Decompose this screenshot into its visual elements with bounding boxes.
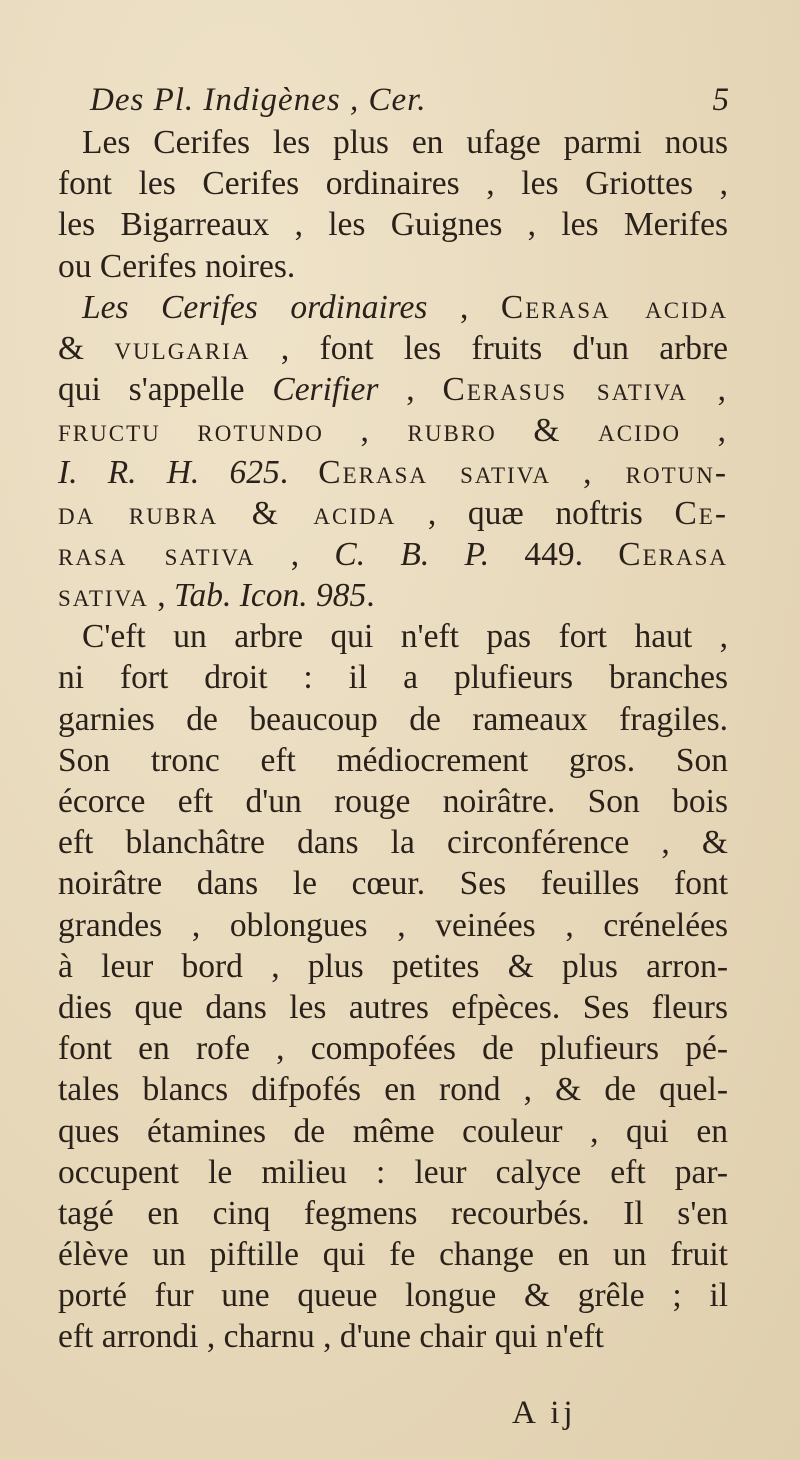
text-segment: tales blancs difpofés en rond , & de quel- — [58, 1071, 728, 1109]
text-line — [58, 369, 728, 410]
text-line — [58, 1152, 728, 1193]
text-segment: à leur bord , plus petites & plus arron- — [58, 947, 728, 985]
text-line — [58, 1111, 728, 1152]
text-segment: écorce eft d'un rouge noirâtre. Son bois — [58, 783, 728, 820]
text-segment: , — [378, 371, 443, 409]
text-segment: font les Cerifes ordinaires , les Griottes , — [58, 165, 728, 203]
text-segment: les Bigarreaux , les Guignes , les Merifes — [58, 206, 728, 244]
text-line — [58, 410, 728, 451]
text-line — [58, 781, 728, 822]
text-segment: sativa — [58, 577, 149, 615]
text-line — [58, 699, 728, 740]
text-line — [58, 740, 728, 781]
text-line — [58, 122, 728, 163]
text-line — [58, 946, 728, 987]
text-segment: occupent le milieu : leur calyce eft par- — [58, 1153, 728, 1191]
text-line — [58, 1316, 728, 1357]
text-segment: I. R. H. — [58, 453, 200, 491]
text-segment: , quæ noftris — [396, 494, 675, 532]
text-line — [58, 905, 728, 946]
text-segment: noirâtre dans le cœur. Ses feuilles font — [58, 865, 728, 903]
text-line — [58, 534, 728, 575]
text-segment: 449. — [489, 535, 619, 573]
text-segment — [199, 454, 229, 491]
text-line — [58, 1234, 728, 1275]
text-segment: Son tronc eft médiocrement gros. Son — [58, 741, 728, 779]
text-segment: ni fort droit : il a plufieurs branches — [58, 659, 728, 697]
text-segment: font en rofe , compofées de plufieurs pé- — [58, 1030, 728, 1068]
text-segment: dies que dans les autres efpèces. Ses fleurs — [58, 988, 728, 1026]
text-segment: . — [279, 453, 319, 491]
text-segment: vulgaria — [114, 329, 251, 367]
text-line — [58, 163, 728, 204]
running-title: Des Pl. Indigènes , Cer. — [90, 82, 427, 118]
printer-signature-mark: A ij — [512, 1395, 577, 1431]
text-segment: qui s'appelle — [58, 371, 273, 409]
text-segment: élève un piftille qui fe change en un fruit — [58, 1236, 728, 1274]
text-line — [58, 616, 728, 657]
text-line — [58, 1275, 728, 1316]
text-line — [58, 452, 728, 493]
text-segment: . — [366, 577, 375, 615]
text-segment: C'eft un arbre qui n'eft pas fort haut , — [82, 618, 728, 656]
text-segment: Ce- — [674, 494, 728, 532]
text-line — [58, 493, 728, 534]
text-segment: Cerifier — [272, 371, 379, 409]
text-segment: garnies de beaucoup de rameaux fragiles. — [58, 700, 728, 738]
text-segment: Les Cerifes les plus en ufage parmi nous — [82, 124, 728, 161]
text-segment: eft blanchâtre dans la circonférence , & — [58, 824, 728, 862]
page-number: 5 — [712, 82, 730, 118]
body-text — [58, 122, 728, 1358]
text-segment: 625 — [229, 453, 280, 491]
text-line — [58, 1193, 728, 1234]
running-header — [90, 82, 730, 122]
text-line — [58, 1069, 728, 1110]
text-segment: fructu rotundo , rubro & acido , — [58, 412, 728, 450]
text-segment: , font les fruits d'un arbre — [250, 329, 728, 367]
text-segment: Tab. Icon. — [173, 577, 308, 615]
text-line — [58, 822, 728, 863]
text-segment: grandes , oblongues , veinées , crénelées — [58, 906, 728, 944]
text-segment: Les Cerifes ordinaires — [82, 288, 428, 326]
text-segment: eft arrondi , charnu , d'une chair qui n'eft — [58, 1318, 604, 1356]
text-segment: , — [148, 577, 174, 615]
text-segment: ques étamines de même couleur , qui en — [58, 1112, 728, 1150]
text-segment: da rubra & acida — [58, 494, 397, 532]
text-segment: , — [255, 535, 335, 573]
text-segment: C. B. P. — [334, 535, 490, 573]
text-segment: 985 — [316, 577, 367, 615]
text-line — [58, 204, 728, 245]
text-segment: ou Cerifes noires. — [58, 247, 296, 285]
text-segment — [308, 577, 316, 614]
text-line — [58, 287, 728, 328]
text-segment: porté fur une queue longue & grêle ; il — [58, 1277, 728, 1315]
text-segment: & — [58, 329, 115, 367]
text-segment: , — [427, 288, 501, 326]
text-segment: Cerasa sativa , rotun- — [318, 453, 729, 491]
text-line — [58, 575, 728, 616]
text-segment: rasa sativa — [58, 535, 256, 573]
text-segment: Cerasa acida — [500, 288, 729, 326]
text-line — [58, 657, 728, 698]
text-line — [58, 246, 728, 287]
text-segment: tagé en cinq fegmens recourbés. Il s'en — [58, 1194, 728, 1232]
text-line — [58, 1028, 728, 1069]
text-line — [58, 863, 728, 904]
text-line — [58, 987, 728, 1028]
text-line — [58, 328, 728, 369]
text-segment: Cerasus sativa , — [442, 371, 728, 409]
text-segment: Cerasa — [618, 535, 729, 573]
